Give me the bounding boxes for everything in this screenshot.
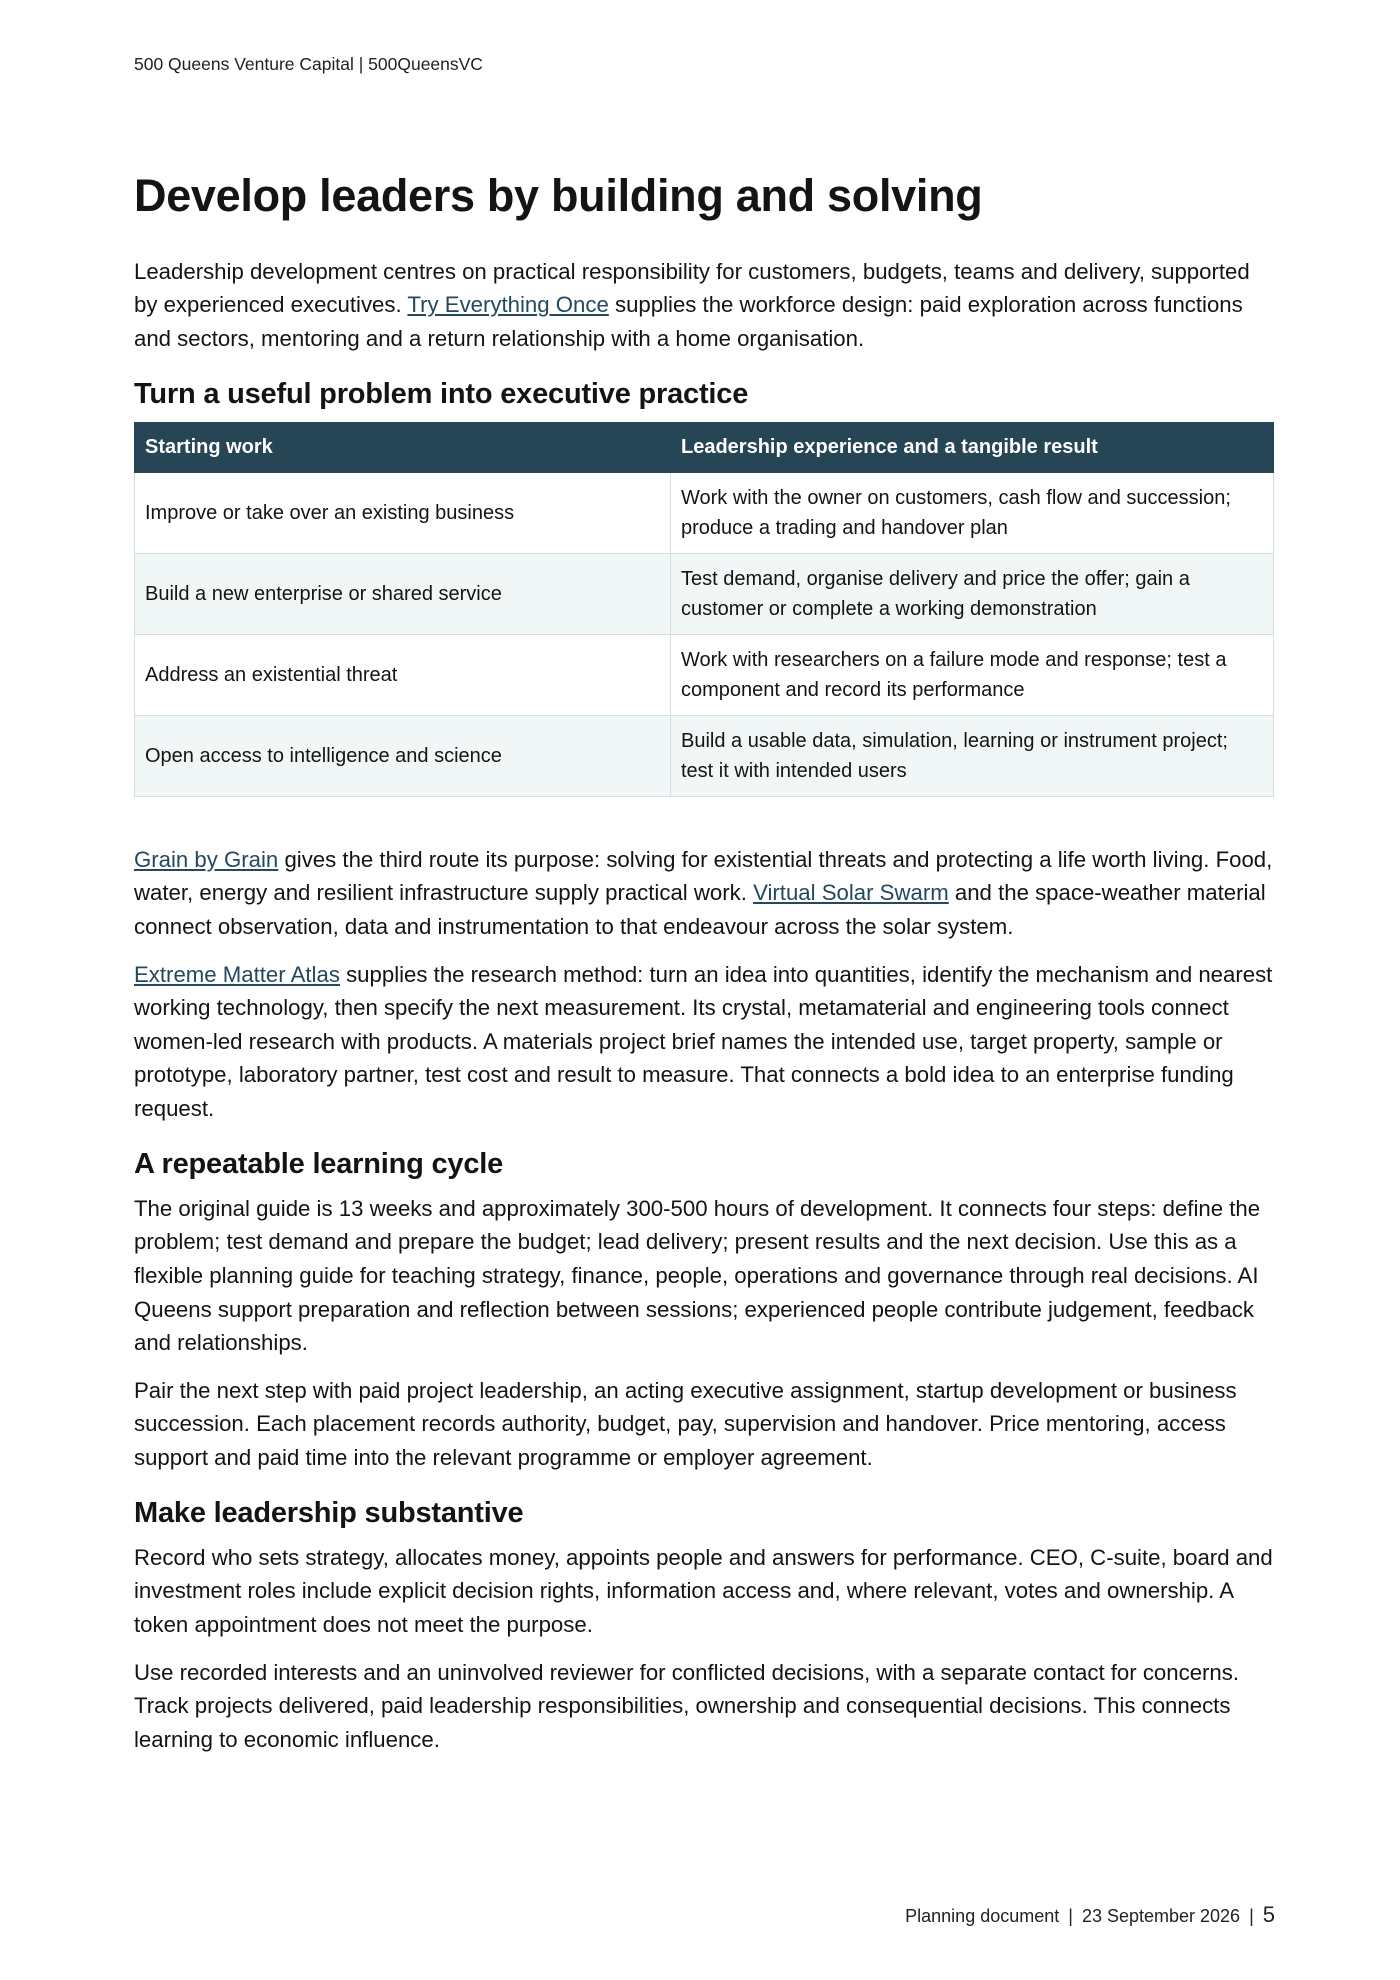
table-cell: Test demand, organise delivery and price the offer; gain a customer or complete a working demonstration — [671, 553, 1274, 634]
learning-cycle-paragraph-2: Pair the next step with paid project leadership, an acting executive assignment, startup development or business succession. Each placement records authority, budget, pay, supervision and handover. Price mentoring, access support and paid time into the relevant programme or employer agreement. — [134, 1377, 1237, 1470]
page-title: Develop leaders by building and solving — [134, 170, 983, 221]
table-cell: Build a usable data, simulation, learning or instrument project; test it with intended users — [671, 715, 1274, 796]
table-cell: Open access to intelligence and science — [135, 715, 671, 796]
table-row — [135, 472, 1274, 553]
leadership-paragraph-2: Use recorded interests and an uninvolved reviewer for conflicted decisions, with a separate contact for concerns. Track projects delivered, paid leadership responsibilities, ownership and consequential decisions. This connects learning to economic influence. — [134, 1659, 1240, 1752]
table-cell: Improve or take over an existing business — [135, 472, 671, 553]
intro-paragraph — [134, 255, 1274, 356]
try-everything-once-link[interactable]: Try Everything Once — [407, 292, 609, 318]
table-cell: Work with the owner on customers, cash flow and succession; produce a trading and handover plan — [671, 472, 1274, 553]
grain-text-middle: gives the third route its purpose: solving for existential threats and protecting a life worth living. Food, water, energy and resilient infrastructure supply practical work. — [134, 846, 1273, 906]
table-row — [135, 634, 1274, 715]
footer-label: Planning document — [905, 1906, 1060, 1926]
table-header-row — [135, 422, 1274, 472]
intro-text-before: Leadership development centres on practical responsibility for customers, budgets, teams and delivery, supported by experienced executives. — [134, 258, 1250, 318]
section-heading-learning-cycle: A repeatable learning cycle — [134, 1147, 504, 1180]
leadership-paragraph-1: Record who sets strategy, allocates money, appoints people and answers for performance. CEO, C-suite, board and investment roles include explicit decision rights, information access and, where relevant, votes and ownership. A token appointment does not meet the purpose. — [134, 1544, 1273, 1637]
footer-separator: | — [1068, 1906, 1073, 1926]
practice-table — [134, 422, 1274, 797]
main-content — [134, 170, 1274, 1770]
table-header-cell: Leadership experience and a tangible result — [671, 422, 1274, 472]
intro-text-after: supplies the workforce design: paid exploration across functions and sectors, mentoring and a return relationship with a home organisation. — [134, 292, 1243, 351]
atlas-text-after: supplies the research method: turn an idea into quantities, identify the mechanism and nearest working technology, then specify the next measurement. Its crystal, metamaterial and engineering tools connect women-led research with products. A materials project brief names the intended use, target property, sample or prototype, laboratory partner, test cost and result to measure. That connects a bold idea to an enterprise funding request. — [134, 961, 1273, 1121]
table-header-cell: Starting work — [135, 422, 671, 472]
table-cell: Address an existential threat — [135, 634, 671, 715]
grain-by-grain-link[interactable]: Grain by Grain — [134, 846, 279, 872]
atlas-paragraph — [134, 958, 1274, 1126]
page-number: 5 — [1262, 1902, 1275, 1927]
running-header: 500 Queens Venture Capital | 500QueensVC — [134, 54, 483, 74]
table-row — [135, 715, 1274, 796]
footer-date: 23 September 2026 — [1081, 1906, 1241, 1926]
footer-separator: | — [1249, 1906, 1254, 1926]
table-cell: Work with researchers on a failure mode and response; test a component and record its performance — [671, 634, 1274, 715]
section-heading-leadership: Make leadership substantive — [134, 1496, 524, 1529]
table-cell: Build a new enterprise or shared service — [135, 553, 671, 634]
learning-cycle-paragraph-1: The original guide is 13 weeks and approximately 300-500 hours of development. It connects four steps: define the problem; test demand and prepare the budget; lead delivery; present results and the next decision. Use this as a flexible planning guide for teaching strategy, finance, people, operations and governance through real decisions. AI Queens support preparation and reflection between sessions; experienced people contribute judgement, feedback and relationships. — [134, 1195, 1261, 1356]
section-heading-practice: Turn a useful problem into executive practice — [134, 377, 749, 410]
page-footer — [905, 1902, 1275, 1928]
table-row — [135, 553, 1274, 634]
grain-paragraph — [134, 843, 1274, 944]
extreme-matter-atlas-link[interactable]: Extreme Matter Atlas — [134, 961, 340, 987]
grain-text-after: and the space-weather material connect observation, data and instrumentation to that endeavour across the solar system. — [134, 880, 1266, 939]
virtual-solar-swarm-link[interactable]: Virtual Solar Swarm — [753, 880, 949, 906]
